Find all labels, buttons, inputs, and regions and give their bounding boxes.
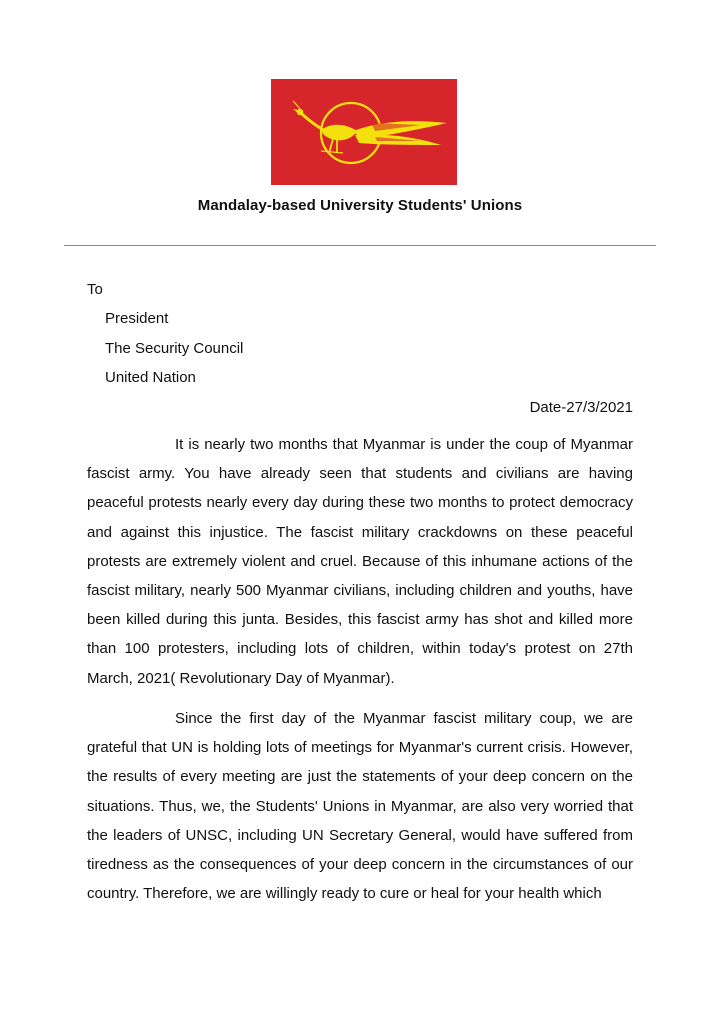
recipient-to: To [87, 281, 103, 298]
recipient-line-president: President [105, 310, 169, 327]
body-paragraph-2: Since the first day of the Myanmar fascist military coup, we are grateful that UN is holding lots of meetings for Myanmar's current crisis. However, the results of every meeting are just the statements of your deep concern on the situations. Thus, we, the Students' Unions in Myanmar, are also very worried that the leaders of UNSC, including UN Secretary General, would have suffered from tiredness as the consequences of your deep concern in the circumstances of our country. Therefore, we are willingly ready to cure or heal for your health which [87, 710, 633, 903]
recipient-line-security-council: The Security Council [105, 340, 244, 357]
body-paragraph-1: It is nearly two months that Myanmar is under the coup of Myanmar fascist army. You have already seen that students and civilians are having peaceful protests nearly every day during these two months to protect democracy and against this injustice. The fascist military crackdowns on these peaceful protests are extremely violent and cruel. Because of this inhumane actions of the fascist military, nearly 500 Myanmar civilians, including children and youths, have been killed during this junta. Besides, this fascist army has shot and killed more than 100 protesters, including lots of children, within today's protest on 27th March, 2021( Revolutionary Day of Myanmar). [87, 436, 633, 687]
header-divider [64, 245, 656, 246]
peacock-emblem-flag-icon [271, 79, 457, 185]
letter-date: Date-27/3/2021 [529, 399, 633, 416]
organization-name: Mandalay-based University Students' Unions [197, 197, 523, 214]
recipient-line-united-nation: United Nation [105, 369, 196, 386]
